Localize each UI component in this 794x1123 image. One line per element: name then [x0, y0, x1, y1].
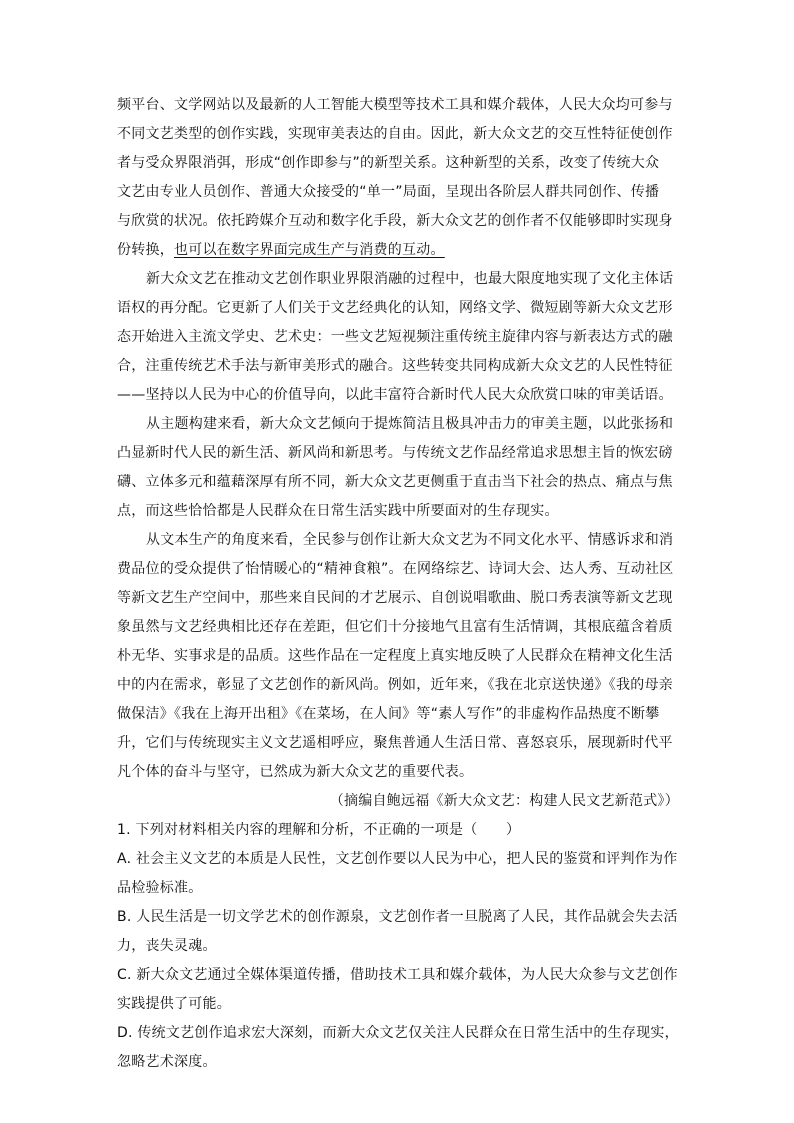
paragraph-4: [117, 526, 679, 787]
text-line: 凡个体的奋斗与坚守，已然成为新大众文艺的重要代表。: [117, 764, 474, 780]
option-text: 实践提供了可能。: [117, 996, 231, 1012]
text-line: 不同文艺类型的创作实践，实现审美表达的自由。因此，新大众文艺的交互性特征使创作: [117, 126, 673, 142]
text-line: 等新文艺生产空间中，那些来自民间的才艺展示、自创说唱歌曲、脱口秀表演等新文艺现: [117, 590, 673, 606]
option-d[interactable]: [117, 1019, 679, 1077]
paragraph-1: [117, 91, 679, 265]
text-line: 朴无华、实事求是的品质。这些作品在一定程度上真实地反映了人民群众在精神文化生活: [117, 648, 673, 664]
text-line: 语权的再分配。它更新了人们关于文艺经典化的认知，网络文学、微短剧等新大众文艺形: [117, 300, 673, 316]
option-text: A. 社会主义文艺的本质是人民性，文艺创作要以人民为中心，把人民的鉴赏和评判作为作: [117, 851, 678, 867]
question-1: [117, 816, 679, 1077]
text-line: 从文本生产的角度来看，全民参与创作让新大众文艺为不同文化水平、情感诉求和消: [146, 532, 674, 548]
text-line: 从主题构建来看，新大众文艺倾向于提炼简洁且极具冲击力的审美主题，以此张扬和: [146, 416, 674, 432]
paragraph-2: [117, 265, 679, 410]
text-line: 者与受众界限消弭，形成“创作即参与”的新型关系。这种新型的关系，改变了传统大众: [117, 155, 660, 171]
underlined-text: 也可以在数字界面完成生产与消费的互动。: [174, 242, 445, 258]
text-plain: 份转换，: [117, 242, 174, 258]
text-line: 文艺由专业人员创作、普通大众接受的“单一”局面，呈现出各阶层人群共同创作、传播: [117, 184, 660, 200]
option-text: 忽略艺术深度。: [117, 1054, 217, 1070]
option-text: 品检验标准。: [117, 880, 203, 896]
text-line: [117, 236, 679, 265]
text-line: 点，而这些恰恰都是人民群众在日常生活实践中所要面对的生存现实。: [117, 503, 559, 519]
document-page: [117, 91, 679, 1077]
text-line: 做保洁》《我在上海开出租》《在菜场，在人间》等“素人写作”的非虚构作品热度不断攀: [117, 706, 660, 722]
option-text: D. 传统文艺创作追求宏大深刻，而新大众文艺仅关注人民群众在日常生活中的生存现实，: [117, 1025, 679, 1041]
text-line: 新大众文艺在推动文艺创作职业界限消融的过程中，也最大限度地实现了文化主体话: [146, 271, 674, 287]
option-c[interactable]: [117, 961, 679, 1019]
text-line: 态开始进入主流文学史、艺术史：一些文艺短视频注重传统主旋律内容与新表达方式的融: [117, 329, 673, 345]
option-a[interactable]: [117, 845, 679, 903]
text-line: 频平台、文学网站以及最新的人工智能大模型等技术工具和媒介载体，人民大众均可参与: [117, 97, 673, 113]
paragraph-3: [117, 410, 679, 526]
text-line: 升，它们与传统现实主义文艺遥相呼应，聚焦普通人生活日常、喜怒哀乐，展现新时代平: [117, 735, 673, 751]
text-line: ——坚持以人民为中心的价值导向，以此丰富符合新时代人民大众欣赏口味的审美话语。: [117, 387, 673, 403]
text-line: 礴、立体多元和蕴藉深厚有所不同，新大众文艺更侧重于直击当下社会的热点、痛点与焦: [117, 474, 673, 490]
option-text: 力，丧失灵魂。: [117, 938, 217, 954]
text-line: 象虽然与文艺经典相比还存在差距，但它们十分接地气且富有生活情调，其根底蕴含着质: [117, 619, 673, 635]
text-line: 中的内在需求，彰显了文艺创作的新风尚。例如，近年来，《我在北京送快递》《我的母亲: [117, 677, 673, 693]
source-citation: （摘编自鲍远福《新大众文艺：构建人民文艺新范式》）: [329, 793, 679, 809]
text-line: 凸显新时代人民的新生活、新风尚和新思考。与传统文艺作品经常追求思想主旨的恢宏磅: [117, 445, 673, 461]
option-b[interactable]: [117, 903, 679, 961]
text-line: 费品位的受众提供了怡情暖心的“精神食粮”。在网络综艺、诗词大会、达人秀、互动社区: [117, 561, 674, 577]
text-line: 与欣赏的状况。依托跨媒介互动和数字化手段，新大众文艺的创作者不仅能够即时实现身: [117, 213, 673, 229]
text-line: 合，注重传统艺术手法与新审美形式的融合。这些转变共同构成新大众文艺的人民性特征: [117, 358, 673, 374]
option-text: C. 新大众文艺通过全媒体渠道传播，借助技术工具和媒介载体，为人民大众参与文艺创作: [117, 967, 678, 983]
question-title: 1. 下列对材料相关内容的理解和分析，不正确的一项是（ ）: [117, 822, 521, 838]
option-text: B. 人民生活是一切文学艺术的创作源泉，文艺创作者一旦脱离了人民，其作品就会失去活: [117, 909, 678, 925]
